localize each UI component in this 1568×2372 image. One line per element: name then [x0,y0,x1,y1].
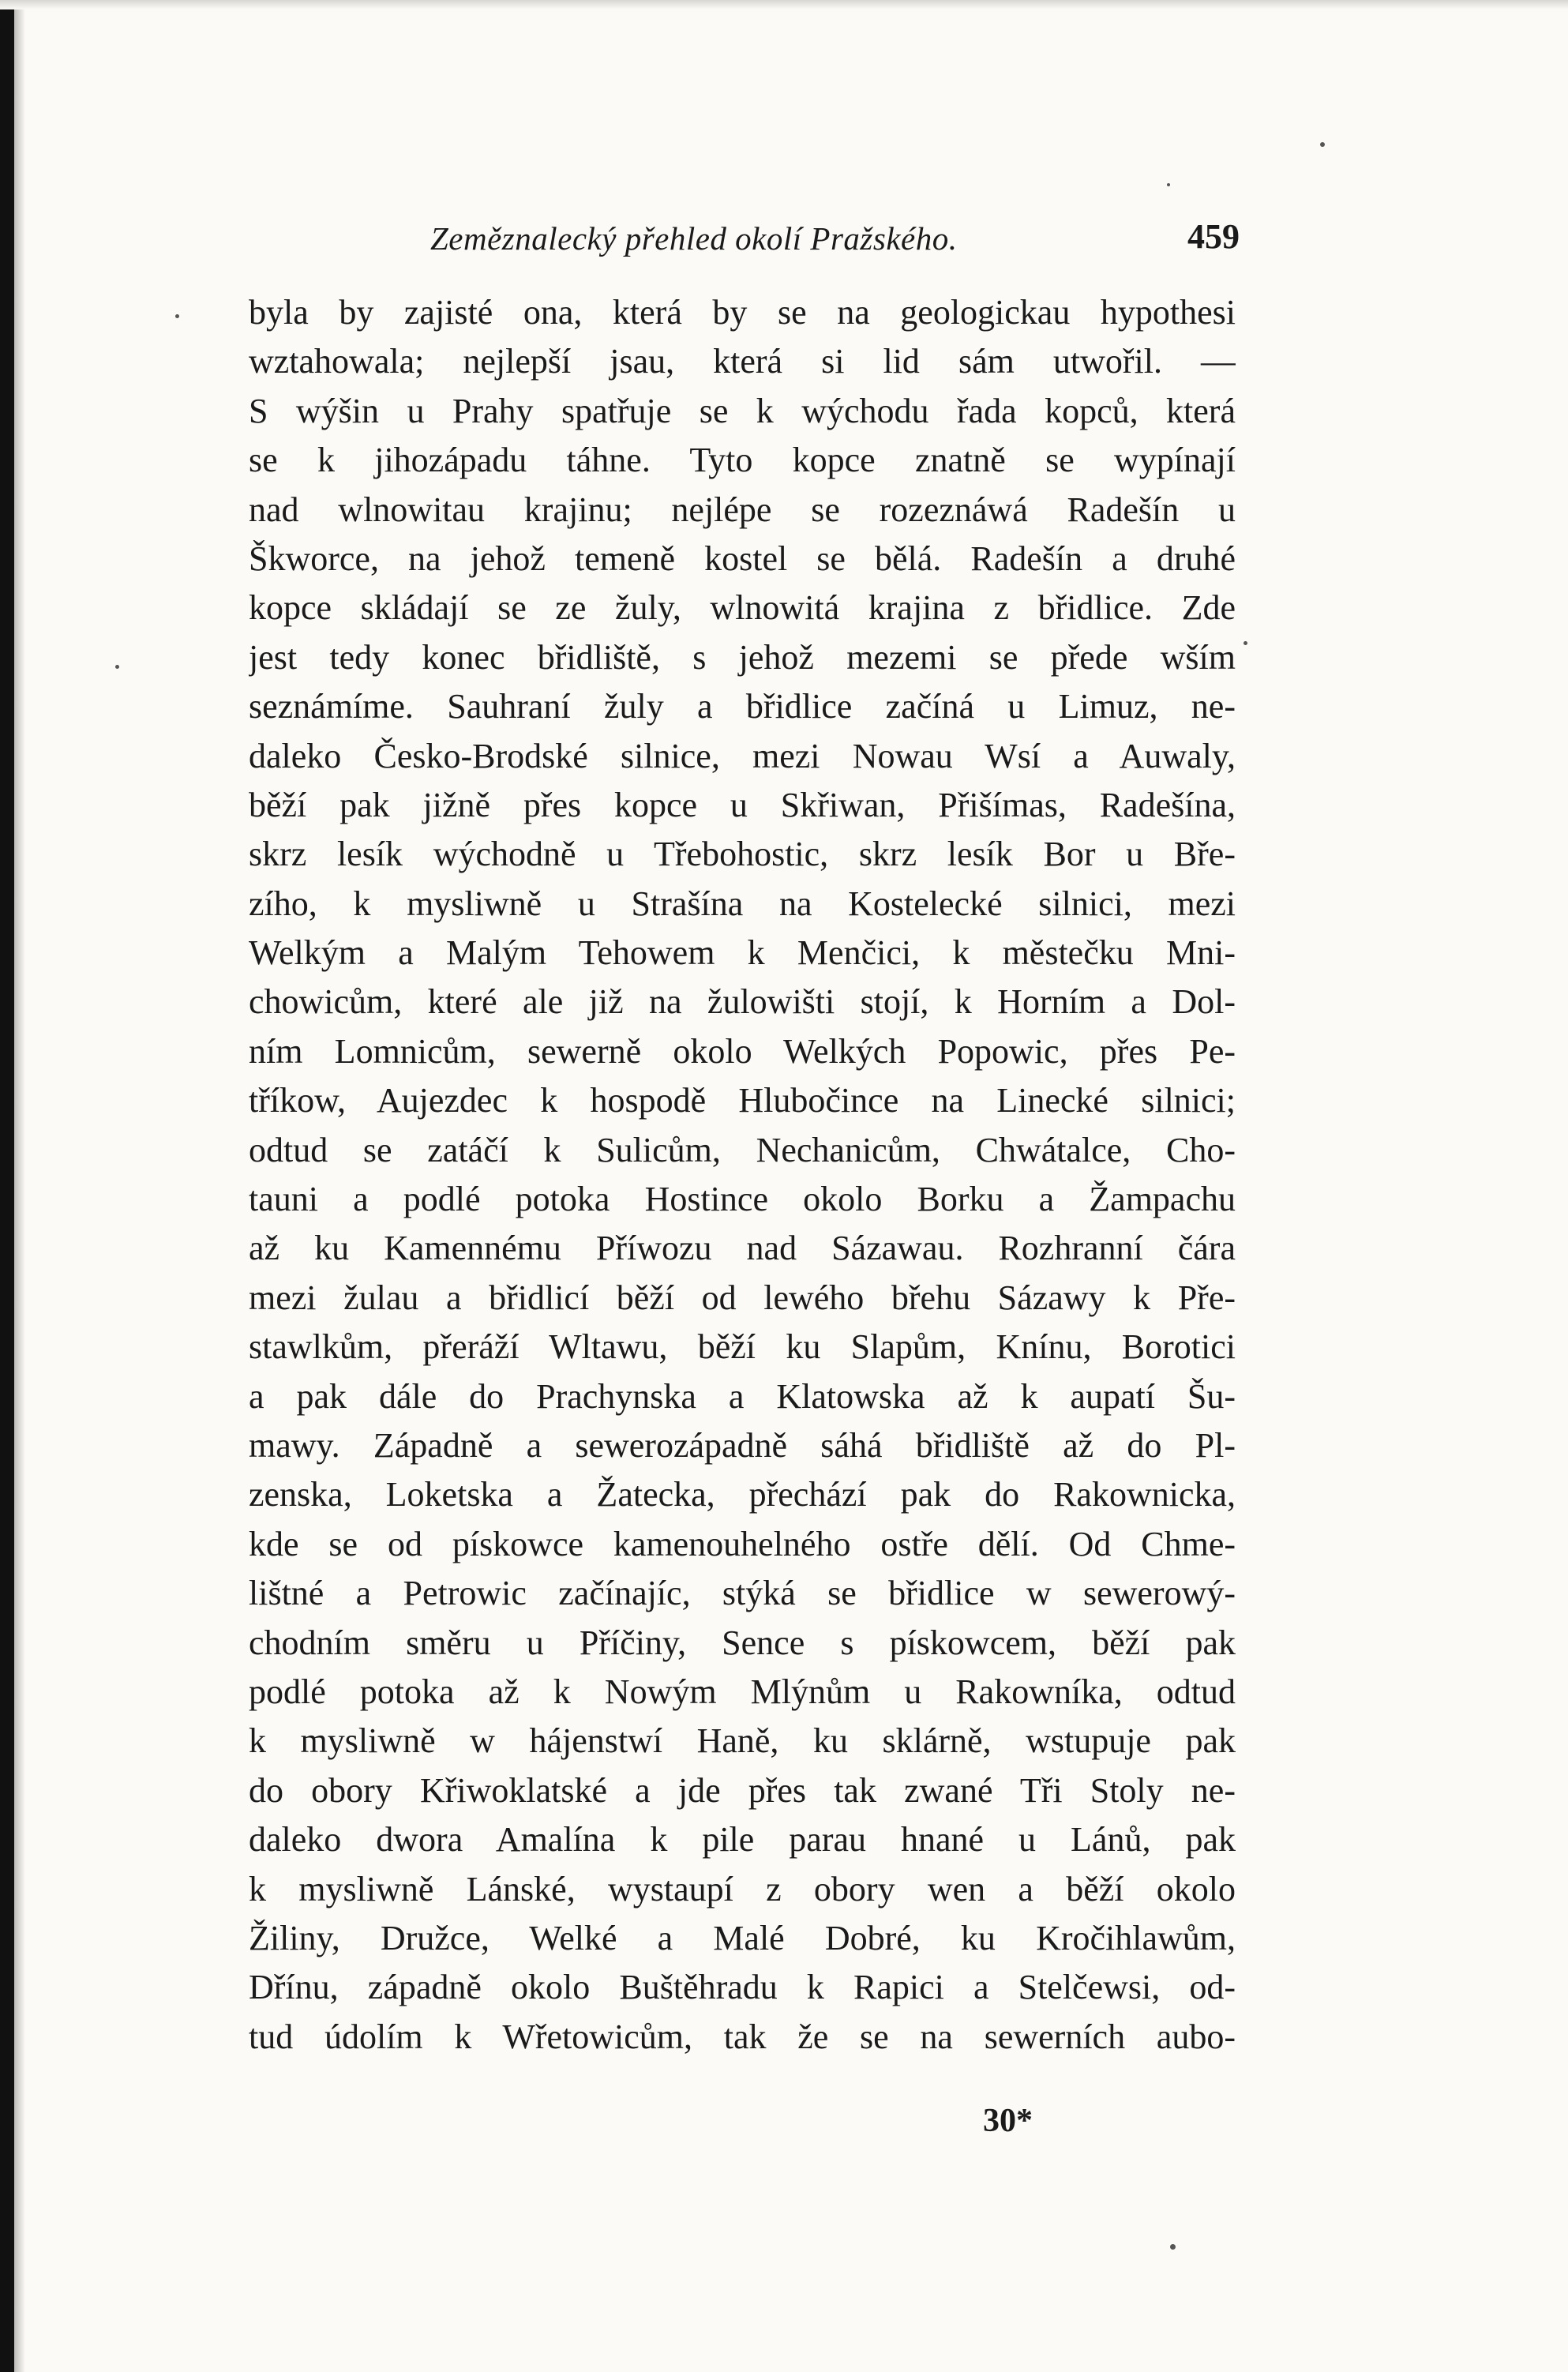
text-line: byla by zajisté ona, která by se na geologickau hypothesi [249,293,1236,332]
text-line: tud údolím k Wřetowicům, tak že se na sewerních aubo- [249,2017,1236,2056]
scan-speck [1170,2244,1176,2250]
text-line: zenska, Loketska a Žatecka, přechází pak do Rakownicka, [249,1475,1236,1514]
signature-mark: 30* [983,2103,1033,2139]
text-line: běží pak jižně přes kopce u Skřiwan, Přišímas, Radešína, [249,785,1236,824]
text-line: ním Lomnicům, sewerně okolo Welkých Popowic, přes Pe- [249,1031,1236,1071]
text-line: skrz lesík wýchodně u Třebohostic, skrz lesík Bor u Bře- [249,835,1236,874]
text-line: podlé potoka až k Nowým Mlýnům u Rakowníka, odtud [249,1672,1236,1711]
page-number: 459 [1187,217,1240,256]
text-line: a pak dále do Prachynska a Klatowska až k aupatí Šu- [249,1376,1236,1416]
text-line: daleko Česko-Brodské silnice, mezi Nowau Wsí a Auwaly, [249,736,1236,775]
text-line: k mysliwně Lánské, wystaupí z obory wen a běží okolo [249,1869,1236,1908]
scan-speck [1167,183,1170,186]
text-line: se k jihozápadu táhne. Tyto kopce znatně se wypínají [249,441,1236,480]
text-line: tříkow, Aujezdec k hospodě Hlubočince na Linecké silnici; [249,1081,1236,1120]
text-line: kde se od pískowce kamenouhelného ostře dělí. Od Chme- [249,1524,1236,1563]
text-line: mawy. Západně a sewerozápadně sáhá břidliště až do Pl- [249,1425,1236,1465]
text-line: Welkým a Malým Tehowem k Menčici, k městečku Mni- [249,933,1236,973]
text-line: mezi žulau a břidlicí běží od lewého břehu Sázawy k Pře- [249,1278,1236,1317]
body-text [249,288,1236,2062]
text-line: lištné a Petrowic začínajíc, stýká se břidlice w sewerowý- [249,1574,1236,1613]
text-line: až ku Kamennému Příwozu nad Sázawau. Rozhranní čára [249,1229,1236,1268]
running-head [245,215,1240,262]
text-line: tauni a podlé potoka Hostince okolo Borku a Žampachu [249,1180,1236,1219]
text-line: stawlkům, přeráží Wltawu, běží ku Slapům, Knínu, Borotici [249,1327,1236,1367]
scan-speck [1244,641,1247,645]
text-line: chowicům, které ale již na žulowišti stojí, k Horním a Dol- [249,982,1236,1022]
scan-left-edge [0,0,14,2372]
scan-top-shadow [0,0,1568,9]
text-line: k mysliwně w hájenstwí Haně, ku sklárně, wstupuje pak [249,1721,1236,1761]
text-line: Žiliny, Družce, Welké a Malé Dobré, ku Kročihlawům, [249,1918,1236,1957]
text-line: kopce skládají se ze žuly, wlnowitá krajina z břidlice. Zde [249,588,1236,628]
text-line: wztahowala; nejlepší jsau, která si lid sám utwořil. — [249,342,1236,381]
text-line: chodním směru u Příčiny, Sence s pískowcem, běží pak [249,1623,1236,1662]
scan-speck [1320,142,1325,147]
text-line: jest tedy konec břidliště, s jehož mezemi se přede wším [249,637,1236,677]
text-line: Škworce, na jehož temeně kostel se bělá. Radešín a druhé [249,539,1236,578]
scan-binding-shadow [14,0,25,2372]
text-line: do obory Křiwoklatské a jde přes tak zwané Tři Stoly ne- [249,1770,1236,1810]
text-line: nad wlnowitau krajinu; nejlépe se rozeznáwá Radešín u [249,490,1236,529]
running-title: Zeměznalecký přehled okolí Pražského. [430,220,958,257]
scan-speck [115,665,119,669]
scan-speck [175,314,179,318]
text-line: Dřínu, západně okolo Buštěhradu k Rapici a Stelčewsi, od- [249,1968,1236,2007]
text-line: S wýšin u Prahy spatřuje se k wýchodu řada kopců, která [249,391,1236,430]
text-line: seznámíme. Sauhraní žuly a břidlice začíná u Limuz, ne- [249,687,1236,726]
text-line: odtud se zatáčí k Sulicům, Nechanicům, Chwátalce, Cho- [249,1130,1236,1169]
text-line: zího, k mysliwně u Strašína na Kostelecké silnici, mezi [249,884,1236,923]
text-line: daleko dwora Amalína k pile parau hnané u Lánů, pak [249,1820,1236,1860]
